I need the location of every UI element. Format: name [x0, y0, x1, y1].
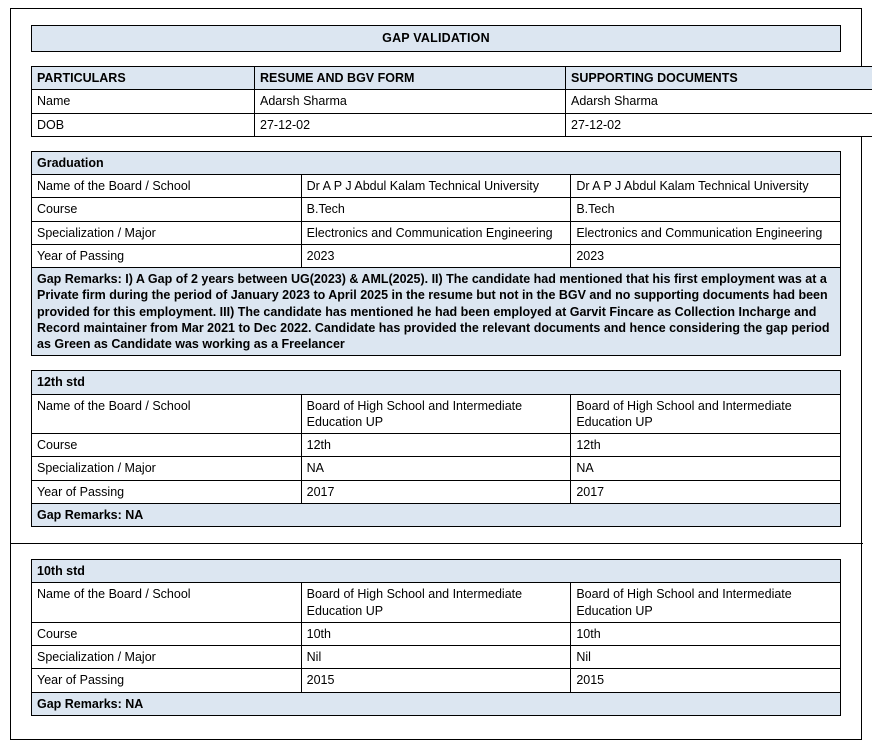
- spacer: [31, 52, 841, 66]
- row-resume-value: 2023: [301, 244, 571, 267]
- table-row: [32, 622, 841, 645]
- graduation-gap-remarks: Gap Remarks: I) A Gap of 2 years between UG(2023) & AML(2025). II) The candidate had mentioned that his first employment was at a Private firm during the period of January 2023 to April 2025 in the resume but not in the BGV and no supporting documents had been provided for this employment. III) The candidate has mentioned he had been employed at Garvit Fincare as Collection Incharge and Record maintainer from Mar 2021 to Dec 2022. Candidate has provided the relevant documents and hence considering the gap period as Green as Candidate was working as a Freelancer: [32, 268, 841, 356]
- document-title: GAP VALIDATION: [31, 25, 841, 52]
- row-resume-value: Electronics and Communication Engineering: [301, 221, 571, 244]
- table-row: [32, 434, 841, 457]
- table-row: [32, 113, 872, 136]
- spacer: [31, 137, 841, 151]
- table-row: [32, 244, 841, 267]
- row-resume-value: 2015: [301, 669, 571, 692]
- row-supporting-value: B.Tech: [571, 198, 841, 221]
- row-label: Course: [32, 198, 302, 221]
- table-row: [32, 583, 841, 623]
- row-supporting-value: 12th: [571, 434, 841, 457]
- header-resume-bgv: RESUME AND BGV FORM: [255, 67, 566, 90]
- spacer: [31, 527, 841, 543]
- row-supporting-value: Adarsh Sharma: [566, 90, 872, 113]
- row-resume-value: Board of High School and Intermediate Education UP: [301, 583, 571, 623]
- spacer: [31, 543, 841, 559]
- row-label: Year of Passing: [32, 669, 302, 692]
- row-supporting-value: Nil: [571, 646, 841, 669]
- row-label: Specialization / Major: [32, 646, 302, 669]
- row-supporting-value: Board of High School and Intermediate Education UP: [571, 583, 841, 623]
- table-row: [32, 480, 841, 503]
- row-label: Course: [32, 434, 302, 457]
- graduation-table: [31, 151, 841, 357]
- table-row: [32, 669, 841, 692]
- tenth-gap-remarks: Gap Remarks: NA: [32, 692, 841, 715]
- row-supporting-value: 10th: [571, 622, 841, 645]
- row-resume-value: 27-12-02: [255, 113, 566, 136]
- tenth-std-table: [31, 559, 841, 716]
- row-label: Specialization / Major: [32, 221, 302, 244]
- row-resume-value: B.Tech: [301, 198, 571, 221]
- table-row: [32, 457, 841, 480]
- table-row: [32, 646, 841, 669]
- row-supporting-value: 27-12-02: [566, 113, 872, 136]
- section-header-graduation: [32, 151, 841, 174]
- row-resume-value: Adarsh Sharma: [255, 90, 566, 113]
- section-title: 10th std: [32, 560, 841, 583]
- row-supporting-value: 2015: [571, 669, 841, 692]
- spacer: [31, 356, 841, 370]
- table-row: [32, 90, 872, 113]
- header-particulars: PARTICULARS: [32, 67, 255, 90]
- row-resume-value: Dr A P J Abdul Kalam Technical University: [301, 175, 571, 198]
- section-title: 12th std: [32, 371, 841, 394]
- gap-remarks-row: [32, 268, 841, 356]
- gap-remarks-row: [32, 503, 841, 526]
- row-resume-value: 12th: [301, 434, 571, 457]
- row-supporting-value: NA: [571, 457, 841, 480]
- row-label: Year of Passing: [32, 244, 302, 267]
- section-header-10th: [32, 560, 841, 583]
- document-frame: [10, 8, 862, 740]
- row-supporting-value: 2023: [571, 244, 841, 267]
- row-label: Course: [32, 622, 302, 645]
- row-label: Name: [32, 90, 255, 113]
- table-row: [32, 175, 841, 198]
- row-label: Name of the Board / School: [32, 394, 302, 434]
- header-supporting-documents: SUPPORTING DOCUMENTS: [566, 67, 872, 90]
- row-resume-value: 10th: [301, 622, 571, 645]
- section-header-12th: [32, 371, 841, 394]
- section-title: Graduation: [32, 151, 841, 174]
- row-label: Name of the Board / School: [32, 583, 302, 623]
- row-label: DOB: [32, 113, 255, 136]
- row-resume-value: Nil: [301, 646, 571, 669]
- table-row: [32, 394, 841, 434]
- table-row: [32, 221, 841, 244]
- table-row: [32, 198, 841, 221]
- row-resume-value: NA: [301, 457, 571, 480]
- row-supporting-value: 2017: [571, 480, 841, 503]
- row-label: Specialization / Major: [32, 457, 302, 480]
- row-supporting-value: Electronics and Communication Engineering: [571, 221, 841, 244]
- row-resume-value: 2017: [301, 480, 571, 503]
- particulars-table: [31, 66, 872, 137]
- table-header-row: [32, 67, 872, 90]
- row-resume-value: Board of High School and Intermediate Education UP: [301, 394, 571, 434]
- twelfth-std-table: [31, 370, 841, 527]
- row-supporting-value: Dr A P J Abdul Kalam Technical University: [571, 175, 841, 198]
- row-supporting-value: Board of High School and Intermediate Education UP: [571, 394, 841, 434]
- twelfth-gap-remarks: Gap Remarks: NA: [32, 503, 841, 526]
- row-label: Year of Passing: [32, 480, 302, 503]
- gap-remarks-row: [32, 692, 841, 715]
- row-label: Name of the Board / School: [32, 175, 302, 198]
